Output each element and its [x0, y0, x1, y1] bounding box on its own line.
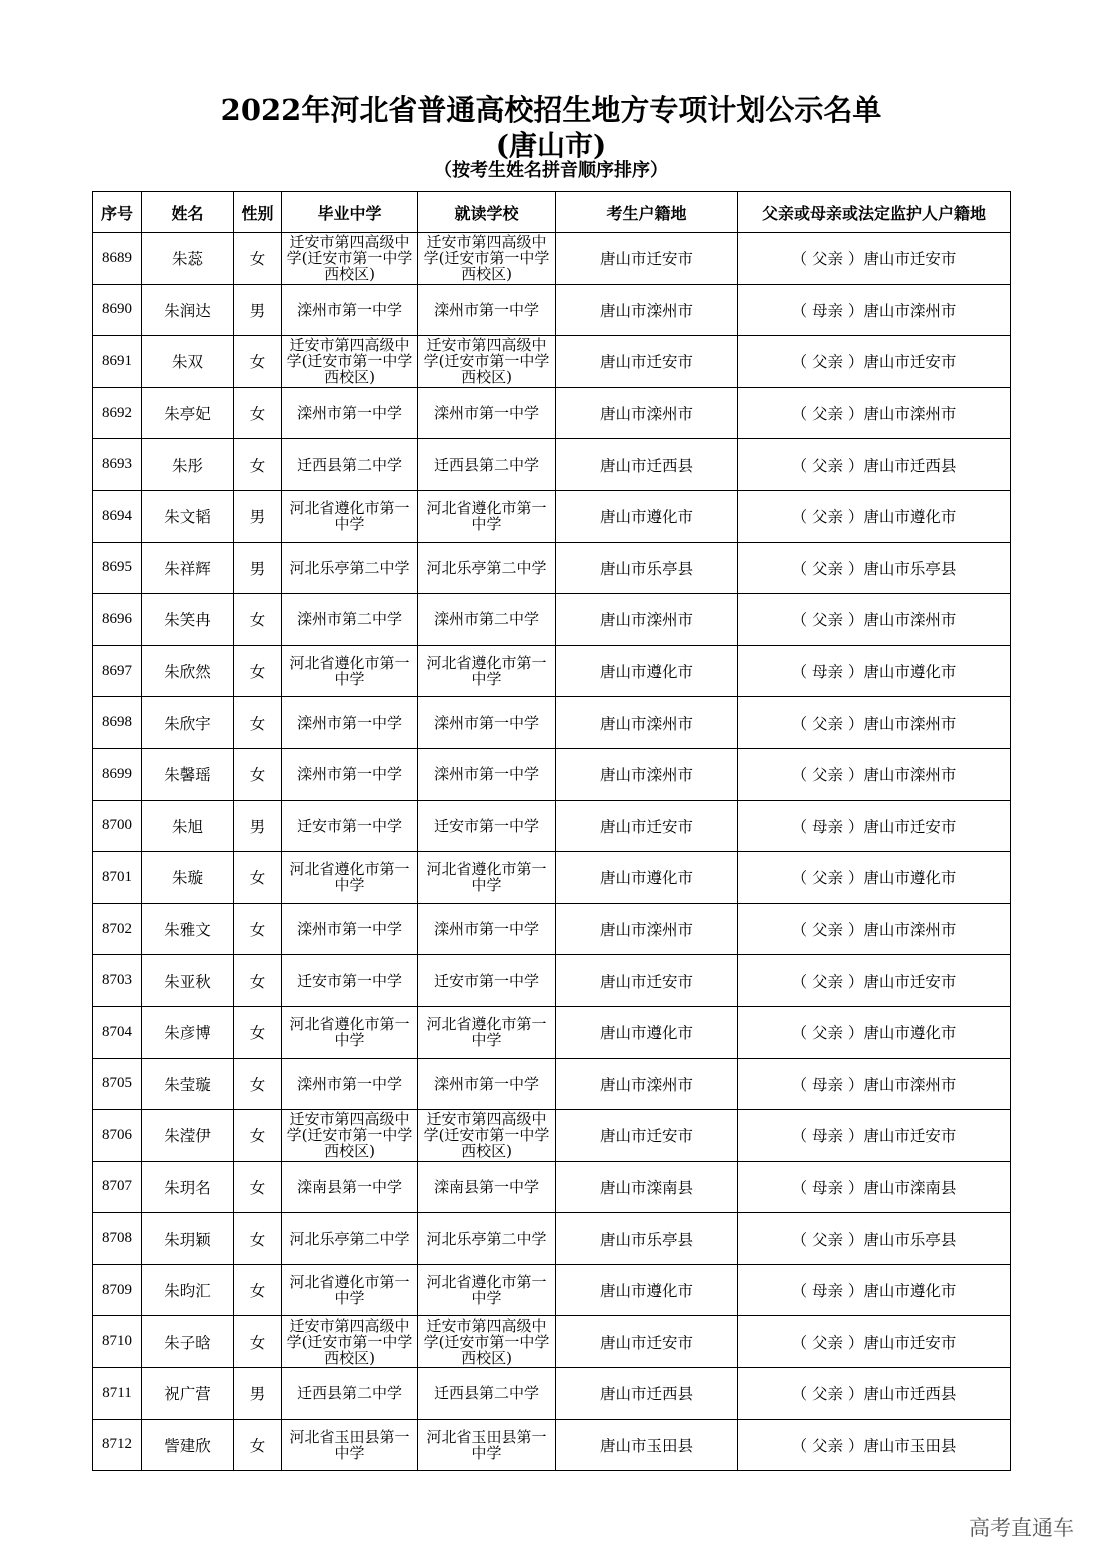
- current-school-cell: 河北省遵化市第一中学: [418, 1006, 556, 1058]
- seq-cell: 8692: [93, 387, 142, 439]
- graduated-school-cell: 迁安市第四高级中学(迁安市第一中学西校区): [282, 1110, 418, 1162]
- name-cell: 訾建欣: [142, 1419, 234, 1471]
- gender-cell: 男: [234, 490, 282, 542]
- gender-cell: 女: [234, 336, 282, 388]
- gender-cell: 女: [234, 748, 282, 800]
- registration-cell: 唐山市滦州市: [556, 903, 738, 955]
- guardian-registration-cell: （ 母亲 ）唐山市遵化市: [738, 1264, 1011, 1316]
- table-row: [93, 594, 1011, 646]
- seq-cell: 8693: [93, 439, 142, 491]
- name-cell: 朱子晗: [142, 1316, 234, 1368]
- current-school-cell: 河北省遵化市第一中学: [418, 645, 556, 697]
- current-school-cell: 滦州市第一中学: [418, 1058, 556, 1110]
- current-school-cell: 滦州市第一中学: [418, 387, 556, 439]
- registration-cell: 唐山市迁安市: [556, 1316, 738, 1368]
- name-cell: 朱彦博: [142, 1006, 234, 1058]
- seq-cell: 8707: [93, 1161, 142, 1213]
- name-cell: 朱彤: [142, 439, 234, 491]
- registration-cell: 唐山市迁安市: [556, 800, 738, 852]
- current-school-cell: 迁安市第四高级中学(迁安市第一中学西校区): [418, 336, 556, 388]
- gender-cell: 女: [234, 697, 282, 749]
- graduated-school-cell: 河北省遵化市第一中学: [282, 1264, 418, 1316]
- current-school-cell: 迁安市第一中学: [418, 955, 556, 1007]
- current-school-cell: 迁安市第四高级中学(迁安市第一中学西校区): [418, 1110, 556, 1162]
- registration-cell: 唐山市玉田县: [556, 1419, 738, 1471]
- guardian-registration-cell: （ 父亲 ）唐山市乐亭县: [738, 1213, 1011, 1265]
- graduated-school-cell: 河北省遵化市第一中学: [282, 490, 418, 542]
- current-school-cell: 河北乐亭第二中学: [418, 542, 556, 594]
- guardian-registration-cell: （ 父亲 ）唐山市滦州市: [738, 748, 1011, 800]
- table-row: [93, 1058, 1011, 1110]
- seq-cell: 8701: [93, 852, 142, 904]
- graduated-school-cell: 河北省玉田县第一中学: [282, 1419, 418, 1471]
- current-school-cell: 滦南县第一中学: [418, 1161, 556, 1213]
- seq-cell: 8712: [93, 1419, 142, 1471]
- current-school-cell: 滦州市第一中学: [418, 903, 556, 955]
- guardian-registration-cell: （ 父亲 ）唐山市滦州市: [738, 594, 1011, 646]
- gender-cell: 女: [234, 1058, 282, 1110]
- seq-cell: 8706: [93, 1110, 142, 1162]
- registration-cell: 唐山市迁安市: [556, 233, 738, 285]
- gender-cell: 女: [234, 1419, 282, 1471]
- seq-cell: 8702: [93, 903, 142, 955]
- name-cell: 朱璇: [142, 852, 234, 904]
- table-row: [93, 542, 1011, 594]
- header-seq: 序号: [93, 192, 142, 233]
- gender-cell: 女: [234, 903, 282, 955]
- name-cell: 朱莹璇: [142, 1058, 234, 1110]
- name-cell: 朱欣宇: [142, 697, 234, 749]
- table-row: [93, 903, 1011, 955]
- seq-cell: 8691: [93, 336, 142, 388]
- guardian-registration-cell: （ 母亲 ）唐山市迁安市: [738, 800, 1011, 852]
- guardian-registration-cell: （ 母亲 ）唐山市滦州市: [738, 284, 1011, 336]
- guardian-registration-cell: （ 父亲 ）唐山市迁安市: [738, 233, 1011, 285]
- graduated-school-cell: 滦州市第一中学: [282, 748, 418, 800]
- guardian-registration-cell: （ 父亲 ）唐山市迁安市: [738, 336, 1011, 388]
- table-row: [93, 800, 1011, 852]
- table-row: [93, 284, 1011, 336]
- name-cell: 朱双: [142, 336, 234, 388]
- graduated-school-cell: 滦州市第一中学: [282, 284, 418, 336]
- seq-cell: 8689: [93, 233, 142, 285]
- table-row: [93, 1161, 1011, 1213]
- name-cell: 朱欣然: [142, 645, 234, 697]
- name-cell: 祝广营: [142, 1368, 234, 1420]
- header-current-school: 就读学校: [418, 192, 556, 233]
- seq-cell: 8699: [93, 748, 142, 800]
- graduated-school-cell: 滦州市第一中学: [282, 1058, 418, 1110]
- current-school-cell: 滦州市第一中学: [418, 284, 556, 336]
- seq-cell: 8697: [93, 645, 142, 697]
- current-school-cell: 滦州市第二中学: [418, 594, 556, 646]
- guardian-registration-cell: （ 父亲 ）唐山市迁安市: [738, 1316, 1011, 1368]
- registration-cell: 唐山市遵化市: [556, 1006, 738, 1058]
- current-school-cell: 迁安市第一中学: [418, 800, 556, 852]
- table-header-row: [93, 192, 1011, 233]
- table-row: [93, 1368, 1011, 1420]
- table-row: [93, 1264, 1011, 1316]
- current-school-cell: 迁安市第四高级中学(迁安市第一中学西校区): [418, 1316, 556, 1368]
- gender-cell: 男: [234, 542, 282, 594]
- name-cell: 朱昀汇: [142, 1264, 234, 1316]
- gender-cell: 男: [234, 1368, 282, 1420]
- registration-cell: 唐山市滦南县: [556, 1161, 738, 1213]
- current-school-cell: 滦州市第一中学: [418, 697, 556, 749]
- guardian-registration-cell: （ 母亲 ）唐山市滦南县: [738, 1161, 1011, 1213]
- registration-cell: 唐山市遵化市: [556, 852, 738, 904]
- name-cell: 朱笑冉: [142, 594, 234, 646]
- registration-cell: 唐山市迁西县: [556, 1368, 738, 1420]
- graduated-school-cell: 河北省遵化市第一中学: [282, 1006, 418, 1058]
- guardian-registration-cell: （ 母亲 ）唐山市滦州市: [738, 1058, 1011, 1110]
- gender-cell: 女: [234, 1264, 282, 1316]
- registration-cell: 唐山市迁安市: [556, 955, 738, 1007]
- table-row: [93, 697, 1011, 749]
- guardian-registration-cell: （ 父亲 ）唐山市滦州市: [738, 697, 1011, 749]
- guardian-registration-cell: （ 父亲 ）唐山市玉田县: [738, 1419, 1011, 1471]
- guardian-registration-cell: （ 母亲 ）唐山市遵化市: [738, 645, 1011, 697]
- graduated-school-cell: 迁安市第一中学: [282, 800, 418, 852]
- current-school-cell: 河北省玉田县第一中学: [418, 1419, 556, 1471]
- gender-cell: 女: [234, 233, 282, 285]
- seq-cell: 8708: [93, 1213, 142, 1265]
- name-cell: 朱亭妃: [142, 387, 234, 439]
- guardian-registration-cell: （ 母亲 ）唐山市迁安市: [738, 1110, 1011, 1162]
- table-body: [93, 233, 1011, 1471]
- table-row: [93, 439, 1011, 491]
- name-cell: 朱润达: [142, 284, 234, 336]
- watermark: 高考直通车: [969, 1516, 1074, 1540]
- name-cell: 朱馨瑶: [142, 748, 234, 800]
- graduated-school-cell: 迁西县第二中学: [282, 439, 418, 491]
- gender-cell: 女: [234, 852, 282, 904]
- current-school-cell: 滦州市第一中学: [418, 748, 556, 800]
- gender-cell: 女: [234, 594, 282, 646]
- graduated-school-cell: 河北省遵化市第一中学: [282, 852, 418, 904]
- gender-cell: 女: [234, 645, 282, 697]
- registration-cell: 唐山市遵化市: [556, 1264, 738, 1316]
- guardian-registration-cell: （ 父亲 ）唐山市乐亭县: [738, 542, 1011, 594]
- name-cell: 朱旭: [142, 800, 234, 852]
- name-cell: 朱蕊: [142, 233, 234, 285]
- graduated-school-cell: 滦州市第二中学: [282, 594, 418, 646]
- graduated-school-cell: 迁安市第四高级中学(迁安市第一中学西校区): [282, 336, 418, 388]
- registration-cell: 唐山市迁安市: [556, 1110, 738, 1162]
- guardian-registration-cell: （ 父亲 ）唐山市滦州市: [738, 903, 1011, 955]
- table-row: [93, 233, 1011, 285]
- guardian-registration-cell: （ 父亲 ）唐山市迁西县: [738, 1368, 1011, 1420]
- name-cell: 朱雅文: [142, 903, 234, 955]
- table-row: [93, 490, 1011, 542]
- page-title: 2022年河北省普通高校招生地方专项计划公示名单: [220, 93, 882, 127]
- current-school-cell: 河北省遵化市第一中学: [418, 490, 556, 542]
- graduated-school-cell: 迁西县第二中学: [282, 1368, 418, 1420]
- registration-cell: 唐山市乐亭县: [556, 542, 738, 594]
- gender-cell: 女: [234, 955, 282, 1007]
- seq-cell: 8696: [93, 594, 142, 646]
- registration-cell: 唐山市迁西县: [556, 439, 738, 491]
- gender-cell: 男: [234, 284, 282, 336]
- registration-cell: 唐山市滦州市: [556, 387, 738, 439]
- table-row: [93, 1006, 1011, 1058]
- current-school-cell: 河北乐亭第二中学: [418, 1213, 556, 1265]
- table-row: [93, 1213, 1011, 1265]
- table-row: [93, 1110, 1011, 1162]
- guardian-registration-cell: （ 父亲 ）唐山市遵化市: [738, 490, 1011, 542]
- current-school-cell: 河北省遵化市第一中学: [418, 1264, 556, 1316]
- page-subtitle-sort-note: （按考生姓名拼音顺序排序）: [434, 160, 668, 181]
- table-row: [93, 852, 1011, 904]
- header-guardian-registration: 父亲或母亲或法定监护人户籍地: [738, 192, 1011, 233]
- graduated-school-cell: 河北乐亭第二中学: [282, 1213, 418, 1265]
- guardian-registration-cell: （ 父亲 ）唐山市滦州市: [738, 387, 1011, 439]
- registration-cell: 唐山市乐亭县: [556, 1213, 738, 1265]
- gender-cell: 女: [234, 1110, 282, 1162]
- seq-cell: 8695: [93, 542, 142, 594]
- registration-cell: 唐山市遵化市: [556, 490, 738, 542]
- table-row: [93, 1316, 1011, 1368]
- seq-cell: 8700: [93, 800, 142, 852]
- seq-cell: 8690: [93, 284, 142, 336]
- gender-cell: 男: [234, 800, 282, 852]
- current-school-cell: 迁西县第二中学: [418, 439, 556, 491]
- guardian-registration-cell: （ 父亲 ）唐山市遵化市: [738, 852, 1011, 904]
- name-cell: 朱玥名: [142, 1161, 234, 1213]
- seq-cell: 8698: [93, 697, 142, 749]
- registration-cell: 唐山市遵化市: [556, 645, 738, 697]
- guardian-registration-cell: （ 父亲 ）唐山市遵化市: [738, 1006, 1011, 1058]
- page-subtitle-city: (唐山市): [495, 129, 607, 162]
- header-household-registration: 考生户籍地: [556, 192, 738, 233]
- name-cell: 朱文韬: [142, 490, 234, 542]
- name-cell: 朱玥颖: [142, 1213, 234, 1265]
- table-row: [93, 955, 1011, 1007]
- seq-cell: 8704: [93, 1006, 142, 1058]
- guardian-registration-cell: （ 父亲 ）唐山市迁西县: [738, 439, 1011, 491]
- seq-cell: 8709: [93, 1264, 142, 1316]
- graduated-school-cell: 河北省遵化市第一中学: [282, 645, 418, 697]
- table-row: [93, 387, 1011, 439]
- seq-cell: 8711: [93, 1368, 142, 1420]
- registration-cell: 唐山市滦州市: [556, 697, 738, 749]
- graduated-school-cell: 滦州市第一中学: [282, 387, 418, 439]
- registration-cell: 唐山市滦州市: [556, 748, 738, 800]
- header-name: 姓名: [142, 192, 234, 233]
- header-graduated-school: 毕业中学: [282, 192, 418, 233]
- header-gender: 性别: [234, 192, 282, 233]
- name-cell: 朱滢伊: [142, 1110, 234, 1162]
- seq-cell: 8705: [93, 1058, 142, 1110]
- gender-cell: 女: [234, 1316, 282, 1368]
- table-row: [93, 645, 1011, 697]
- seq-cell: 8710: [93, 1316, 142, 1368]
- seq-cell: 8694: [93, 490, 142, 542]
- seq-cell: 8703: [93, 955, 142, 1007]
- name-cell: 朱亚秋: [142, 955, 234, 1007]
- graduated-school-cell: 迁安市第一中学: [282, 955, 418, 1007]
- current-school-cell: 河北省遵化市第一中学: [418, 852, 556, 904]
- gender-cell: 女: [234, 1006, 282, 1058]
- graduated-school-cell: 滦南县第一中学: [282, 1161, 418, 1213]
- gender-cell: 女: [234, 1161, 282, 1213]
- graduated-school-cell: 滦州市第一中学: [282, 903, 418, 955]
- current-school-cell: 迁安市第四高级中学(迁安市第一中学西校区): [418, 233, 556, 285]
- name-cell: 朱祥辉: [142, 542, 234, 594]
- table-row: [93, 748, 1011, 800]
- registration-cell: 唐山市滦州市: [556, 1058, 738, 1110]
- graduated-school-cell: 河北乐亭第二中学: [282, 542, 418, 594]
- admission-list-table: [92, 191, 1011, 1471]
- registration-cell: 唐山市迁安市: [556, 336, 738, 388]
- gender-cell: 女: [234, 387, 282, 439]
- guardian-registration-cell: （ 父亲 ）唐山市迁安市: [738, 955, 1011, 1007]
- gender-cell: 女: [234, 439, 282, 491]
- registration-cell: 唐山市滦州市: [556, 594, 738, 646]
- registration-cell: 唐山市滦州市: [556, 284, 738, 336]
- graduated-school-cell: 滦州市第一中学: [282, 697, 418, 749]
- gender-cell: 女: [234, 1213, 282, 1265]
- current-school-cell: 迁西县第二中学: [418, 1368, 556, 1420]
- table-row: [93, 1419, 1011, 1471]
- graduated-school-cell: 迁安市第四高级中学(迁安市第一中学西校区): [282, 233, 418, 285]
- table-row: [93, 336, 1011, 388]
- graduated-school-cell: 迁安市第四高级中学(迁安市第一中学西校区): [282, 1316, 418, 1368]
